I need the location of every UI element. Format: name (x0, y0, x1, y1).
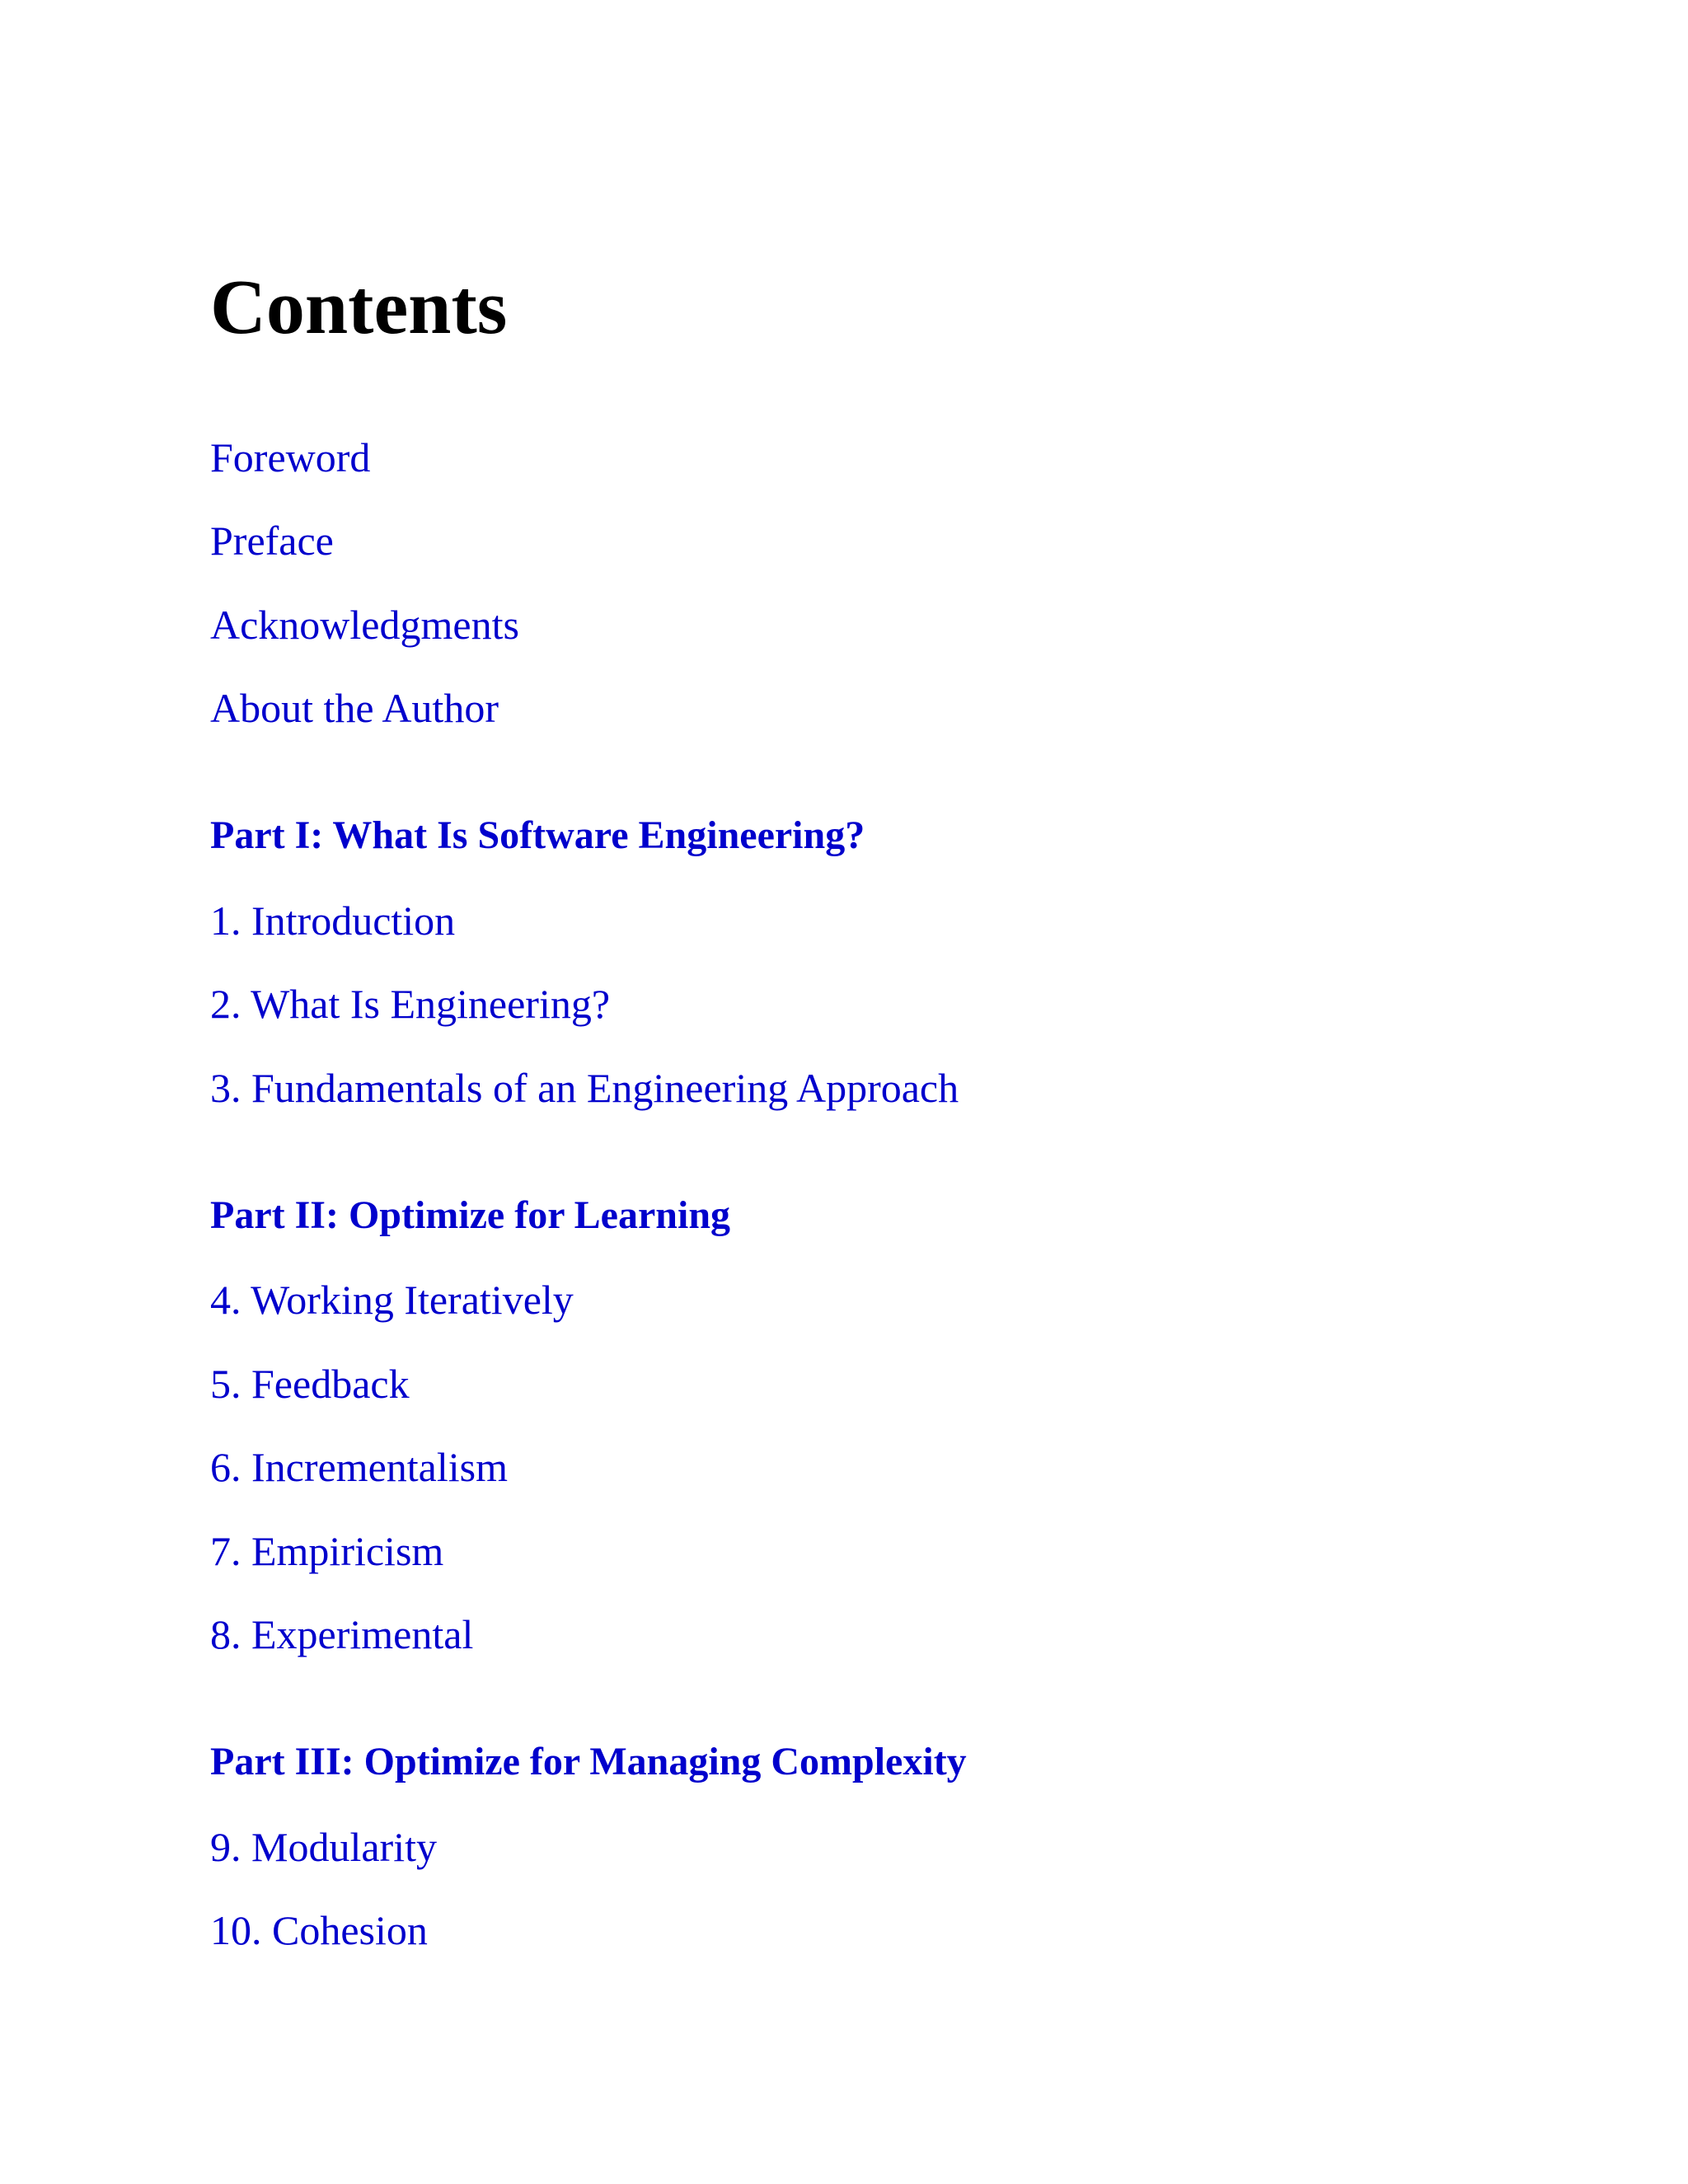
toc-link-chapter-2[interactable]: 2. What Is Engineering? (210, 981, 611, 1027)
toc-link-chapter-5[interactable]: 5. Feedback (210, 1361, 410, 1407)
toc-link-chapter-1[interactable]: 1. Introduction (210, 898, 456, 944)
toc-link-chapter-6[interactable]: 6. Incrementalism (210, 1444, 508, 1490)
toc-part-3-heading[interactable]: Part III: Optimize for Managing Complexity (210, 1740, 967, 1783)
toc-part-1-heading[interactable]: Part I: What Is Software Engineering? (210, 813, 865, 857)
toc-link-chapter-10[interactable]: 10. Cohesion (210, 1907, 428, 1953)
toc-link-foreword[interactable]: Foreword (210, 434, 371, 480)
toc-link-acknowledgments[interactable]: Acknowledgments (210, 602, 519, 648)
toc-link-chapter-3[interactable]: 3. Fundamentals of an Engineering Approach (210, 1065, 959, 1111)
toc-link-chapter-7[interactable]: 7. Empiricism (210, 1528, 444, 1574)
toc-link-preface[interactable]: Preface (210, 518, 334, 564)
toc-link-chapter-4[interactable]: 4. Working Iteratively (210, 1277, 574, 1323)
toc-link-chapter-9[interactable]: 9. Modularity (210, 1824, 437, 1870)
toc-link-about-the-author[interactable]: About the Author (210, 685, 499, 731)
toc-part-2-heading[interactable]: Part II: Optimize for Learning (210, 1193, 731, 1237)
toc-link-chapter-8[interactable]: 8. Experimental (210, 1611, 474, 1657)
page-title: Contents (210, 265, 508, 350)
table-of-contents (210, 0, 1611, 2184)
